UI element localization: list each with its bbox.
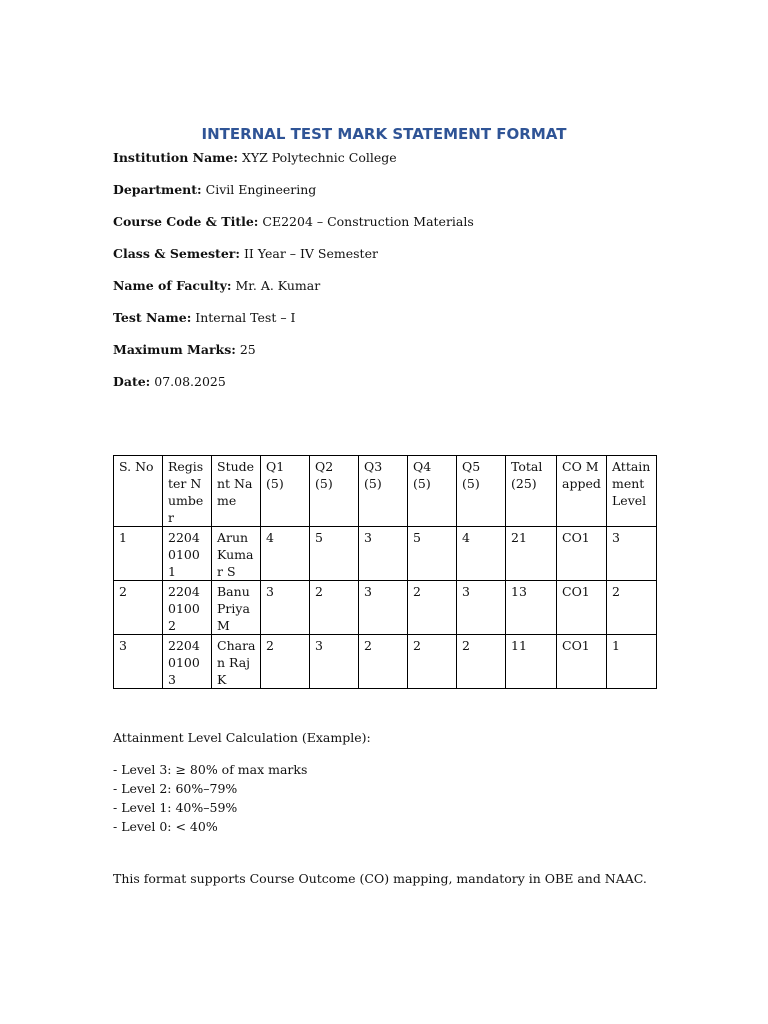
date-field: [113, 374, 673, 390]
header-co-mapped: CO Mapped: [557, 456, 607, 527]
header-s-no: S. No: [114, 456, 163, 527]
department-field: [113, 182, 673, 198]
institution-name-field: [113, 150, 673, 166]
cell-q4: 5: [408, 527, 457, 581]
cell-q3: 3: [359, 581, 408, 635]
cell-student-name: Banu Priya M: [212, 581, 261, 635]
cell-register-number: 22040100 3: [163, 635, 212, 689]
field-value: 25: [235, 342, 256, 357]
field-label: Name of Faculty:: [113, 278, 232, 293]
cell-total: 13: [506, 581, 557, 635]
header-q5: Q5 (5): [457, 456, 506, 527]
field-label: Class & Semester:: [113, 246, 240, 261]
cell-q3: 2: [359, 635, 408, 689]
header-q4: Q4 (5): [408, 456, 457, 527]
attainment-level-2: - Level 2: 60%–79%: [113, 781, 238, 796]
document-title: INTERNAL TEST MARK STATEMENT FORMAT: [201, 125, 567, 143]
field-value: Internal Test – I: [191, 310, 296, 325]
table-row: [114, 527, 657, 581]
field-value: Civil Engineering: [201, 182, 317, 197]
marks-table: [113, 455, 657, 689]
attainment-heading: Attainment Level Calculation (Example):: [113, 730, 371, 745]
cell-q3: 3: [359, 527, 408, 581]
cell-q4: 2: [408, 581, 457, 635]
attainment-level-1: - Level 1: 40%–59%: [113, 800, 238, 815]
class-semester-field: [113, 246, 673, 262]
cell-q5: 3: [457, 581, 506, 635]
cell-q2: 5: [310, 527, 359, 581]
cell-register-number: 22040100 2: [163, 581, 212, 635]
attainment-level-0: - Level 0: < 40%: [113, 819, 218, 834]
cell-attainment-level: 3: [607, 527, 657, 581]
course-code-title-field: [113, 214, 673, 230]
header-attainment-level: Attainment Level: [607, 456, 657, 527]
field-label: Date:: [113, 374, 151, 389]
field-label: Institution Name:: [113, 150, 238, 165]
cell-attainment-level: 1: [607, 635, 657, 689]
cell-q2: 2: [310, 581, 359, 635]
attainment-level-3: - Level 3: ≥ 80% of max marks: [113, 762, 308, 777]
cell-q1: 4: [261, 527, 310, 581]
test-name-field: [113, 310, 673, 326]
cell-q5: 2: [457, 635, 506, 689]
cell-co-mapped: CO1: [557, 527, 607, 581]
header-total: Total (25): [506, 456, 557, 527]
field-value: II Year – IV Semester: [239, 246, 378, 261]
table-row: [114, 635, 657, 689]
cell-q2: 3: [310, 635, 359, 689]
table-header-row: [114, 456, 657, 527]
field-value: CE2204 – Construction Materials: [258, 214, 474, 229]
cell-student-name: Charan Raj K: [212, 635, 261, 689]
cell-q1: 3: [261, 581, 310, 635]
footer-note: This format supports Course Outcome (CO) mapping, mandatory in OBE and NAAC.: [113, 871, 647, 886]
cell-student-name: Arun Kumar S: [212, 527, 261, 581]
cell-q4: 2: [408, 635, 457, 689]
header-register-number: Register Number: [163, 456, 212, 527]
cell-total: 11: [506, 635, 557, 689]
maximum-marks-field: [113, 342, 673, 358]
cell-q1: 2: [261, 635, 310, 689]
cell-s-no: 2: [114, 581, 163, 635]
cell-register-number: 22040100 1: [163, 527, 212, 581]
table-row: [114, 581, 657, 635]
cell-attainment-level: 2: [607, 581, 657, 635]
field-value: XYZ Polytechnic College: [237, 150, 397, 165]
field-label: Course Code & Title:: [113, 214, 259, 229]
field-label: Maximum Marks:: [113, 342, 236, 357]
faculty-name-field: [113, 278, 673, 294]
field-label: Department:: [113, 182, 202, 197]
cell-q5: 4: [457, 527, 506, 581]
field-value: Mr. A. Kumar: [231, 278, 321, 293]
field-label: Test Name:: [113, 310, 192, 325]
header-student-name: Student Name: [212, 456, 261, 527]
header-q1: Q1 (5): [261, 456, 310, 527]
cell-co-mapped: CO1: [557, 635, 607, 689]
header-q3: Q3 (5): [359, 456, 408, 527]
field-value: 07.08.2025: [150, 374, 226, 389]
cell-total: 21: [506, 527, 557, 581]
cell-co-mapped: CO1: [557, 581, 607, 635]
header-q2: Q2 (5): [310, 456, 359, 527]
cell-s-no: 1: [114, 527, 163, 581]
cell-s-no: 3: [114, 635, 163, 689]
